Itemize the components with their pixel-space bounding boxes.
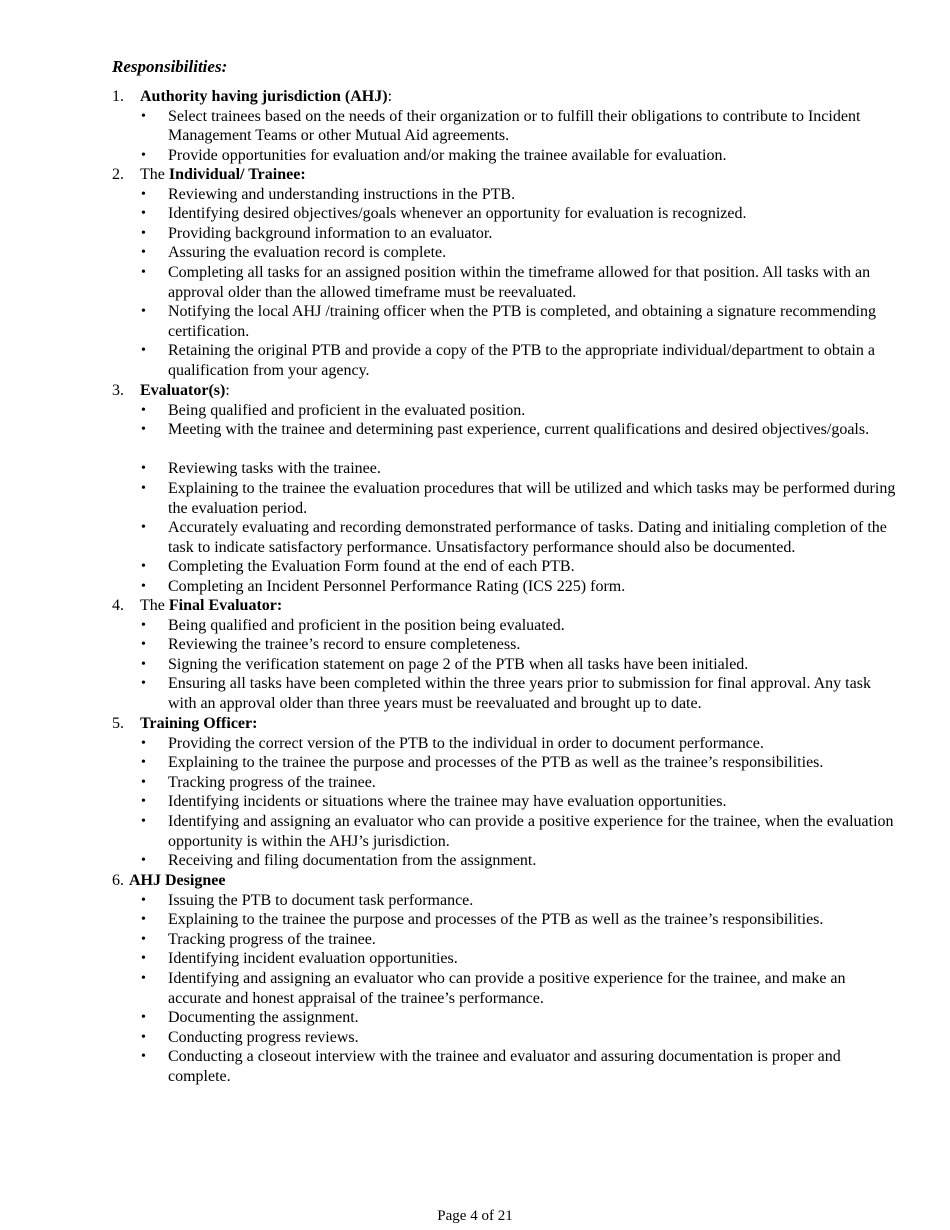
list-item <box>0 459 950 479</box>
list-item-text: Provide opportunities for evaluation and/or making the trainee available for evaluation. <box>168 146 727 164</box>
list-item-text: Identifying desired objectives/goals whenever an opportunity for evaluation is recognized. <box>168 205 747 223</box>
list-item-text: Providing background information to an evaluator. <box>168 224 493 242</box>
list-item-text: Signing the verification statement on page 2 of the PTB when all tasks have been initialed. <box>168 655 749 673</box>
list-item-text: Explaining to the trainee the purpose and processes of the PTB as well as the trainee’s responsibilities. <box>168 911 824 929</box>
list-item <box>0 185 950 205</box>
list-item-text: Select trainees based on the needs of their organization or to fulfill their obligations to contribute to Incident Management Teams or other Mutual Aid agreements. <box>168 107 861 145</box>
section-title: Authority having jurisdiction (AHJ) <box>140 88 388 105</box>
bullet-icon: • <box>141 480 146 496</box>
section-6-items <box>0 891 950 1087</box>
list-item <box>0 655 950 675</box>
list-item <box>0 930 950 950</box>
list-item <box>0 557 950 577</box>
section-number: 1. <box>112 88 124 105</box>
bullet-icon: • <box>141 970 146 986</box>
list-item-text: Completing an Incident Personnel Performance Rating (ICS 225) form. <box>168 577 626 595</box>
section-2-items <box>0 185 950 381</box>
list-item-text: Explaining to the trainee the evaluation procedures that will be utilized and which tasks may be performed during the evaluation period. <box>168 479 896 517</box>
section-number: 4. <box>112 597 124 614</box>
bullet-icon: • <box>141 931 146 947</box>
bullet-icon: • <box>141 304 146 320</box>
list-item-text: Reviewing the trainee’s record to ensure completeness. <box>168 636 521 654</box>
section-number: 2. <box>112 166 124 183</box>
list-item-text: Reviewing and understanding instructions in the PTB. <box>168 185 516 203</box>
list-item <box>0 635 950 655</box>
section-5-items <box>0 734 950 871</box>
section-3-items <box>0 401 950 597</box>
list-item-text: Explaining to the trainee the purpose and processes of the PTB as well as the trainee’s responsibilities. <box>168 754 824 772</box>
list-item-text: Reviewing tasks with the trainee. <box>168 460 381 478</box>
section-title: Individual/ Trainee: <box>168 166 306 183</box>
section-title: Evaluator(s) <box>140 382 226 399</box>
responsibilities-heading: Responsibilities: <box>112 57 228 76</box>
list-item <box>0 341 950 380</box>
bullet-icon: • <box>141 617 146 633</box>
list-item <box>0 1008 950 1028</box>
bullet-icon: • <box>141 559 146 575</box>
list-item <box>0 949 950 969</box>
list-item-text: Issuing the PTB to document task performance. <box>168 891 474 909</box>
list-item <box>0 792 950 812</box>
list-item <box>0 224 950 244</box>
list-item-text: Ensuring all tasks have been completed within the three years prior to submission for final approval. Any task with an approval older than three years must be reevaluated and brought up to date. <box>168 675 871 712</box>
bullet-icon: • <box>141 461 146 477</box>
section-prefix: The <box>140 166 169 183</box>
list-item-text: Completing the Evaluation Form found at the end of each PTB. <box>168 558 575 576</box>
bullet-icon: • <box>141 676 146 692</box>
section-title: Training Officer: <box>140 715 258 732</box>
list-item <box>0 734 950 754</box>
list-item <box>0 773 950 793</box>
section-number: 6. <box>112 872 124 889</box>
list-item <box>0 243 950 263</box>
list-item-text: Conducting progress reviews. <box>168 1028 359 1046</box>
bullet-icon: • <box>141 206 146 222</box>
section-header-5 <box>112 714 902 734</box>
bullet-icon: • <box>141 755 146 771</box>
list-item <box>0 1028 950 1048</box>
list-item-text: Identifying incident evaluation opportunities. <box>168 950 458 968</box>
bullet-icon: • <box>141 108 146 124</box>
section-suffix: : <box>387 88 393 105</box>
list-item <box>0 479 950 518</box>
list-item-text: Being qualified and proficient in the position being evaluated. <box>168 616 565 634</box>
list-item <box>0 674 950 713</box>
list-item <box>0 812 950 851</box>
list-item-text: Receiving and filing documentation from the assignment. <box>168 852 537 870</box>
bullet-icon: • <box>141 578 146 594</box>
section-number: 3. <box>112 382 124 399</box>
bullet-icon: • <box>141 520 146 536</box>
list-item <box>0 263 950 302</box>
section-header-3 <box>112 381 902 401</box>
bullet-icon: • <box>141 1029 146 1045</box>
bullet-icon: • <box>141 853 146 869</box>
bullet-icon: • <box>141 656 146 672</box>
section-prefix: The <box>140 597 169 614</box>
bullet-icon: • <box>141 912 146 928</box>
page-number-footer: Page 4 of 21 <box>437 1208 513 1224</box>
list-item-text: Identifying and assigning an evaluator who can provide a positive experience for the trainee, when the evaluation opportunity is within the AHJ’s jurisdiction. <box>168 812 894 850</box>
list-item-text: Being qualified and proficient in the evaluated position. <box>168 401 526 419</box>
section-4-items <box>0 616 950 714</box>
list-item <box>0 420 950 459</box>
list-item <box>0 107 950 146</box>
list-item <box>0 1047 950 1086</box>
list-item <box>0 891 950 911</box>
bullet-icon: • <box>141 264 146 280</box>
section-1-items <box>0 107 950 166</box>
list-item <box>0 204 950 224</box>
list-item <box>0 518 950 557</box>
list-item <box>0 146 950 166</box>
bullet-icon: • <box>141 422 146 438</box>
list-item-text: Tracking progress of the trainee. <box>168 930 376 948</box>
list-item <box>0 616 950 636</box>
list-item-text: Tracking progress of the trainee. <box>168 773 376 791</box>
bullet-icon: • <box>141 892 146 908</box>
list-item-text: Providing the correct version of the PTB to the individual in order to document performance. <box>168 734 764 752</box>
list-item-text: Documenting the assignment. <box>168 1009 359 1027</box>
bullet-icon: • <box>141 951 146 967</box>
section-header-1 <box>112 87 902 107</box>
bullet-icon: • <box>141 637 146 653</box>
bullet-icon: • <box>141 735 146 751</box>
bullet-icon: • <box>141 402 146 418</box>
list-item-text: Retaining the original PTB and provide a copy of the PTB to the appropriate individual/department to obtain a qualification from your agency. <box>168 342 875 379</box>
section-header-2 <box>112 165 902 185</box>
list-item <box>0 577 950 597</box>
list-item <box>0 851 950 871</box>
bullet-icon: • <box>141 245 146 261</box>
list-item-text: Notifying the local AHJ /training officer when the PTB is completed, and obtaining a signature recommending certification. <box>168 303 876 340</box>
list-item <box>0 401 950 421</box>
list-item <box>0 302 950 341</box>
section-title: AHJ Designee <box>129 872 226 889</box>
bullet-icon: • <box>141 147 146 163</box>
section-title: Final Evaluator: <box>168 597 283 614</box>
section-header-6 <box>112 871 902 891</box>
bullet-icon: • <box>141 186 146 202</box>
bullet-icon: • <box>141 813 146 829</box>
section-suffix: : <box>225 382 230 399</box>
section-number: 5. <box>112 715 124 732</box>
section-header-4 <box>112 596 902 616</box>
list-item <box>0 969 950 1008</box>
bullet-icon: • <box>141 225 146 241</box>
list-item-text: Accurately evaluating and recording demonstrated performance of tasks. Dating and initialing completion of the task to indicate satisfactory performance. Unsatisfactory performance should also be documented. <box>168 519 887 556</box>
bullet-icon: • <box>141 794 146 810</box>
list-item-text: Identifying incidents or situations where the trainee may have evaluation opportunities. <box>168 793 727 811</box>
list-item-text: Assuring the evaluation record is complete. <box>168 244 447 262</box>
bullet-icon: • <box>141 774 146 790</box>
list-item <box>0 753 950 773</box>
bullet-icon: • <box>141 1010 146 1026</box>
bullet-icon: • <box>141 343 146 359</box>
list-item-text: Completing all tasks for an assigned position within the timeframe allowed for that position. All tasks with an approval older than the allowed timeframe must be reevaluated. <box>168 263 871 301</box>
list-item <box>0 910 950 930</box>
bullet-icon: • <box>141 1049 146 1065</box>
list-item-text: Meeting with the trainee and determining past experience, current qualifications and desired objectives/goals. <box>168 421 870 439</box>
list-item-text: Identifying and assigning an evaluator who can provide a positive experience for the trainee, and make an accurate and honest appraisal of the trainee’s performance. <box>168 969 846 1007</box>
list-item-text: Conducting a closeout interview with the trainee and evaluator and assuring documentation is proper and complete. <box>168 1048 841 1085</box>
